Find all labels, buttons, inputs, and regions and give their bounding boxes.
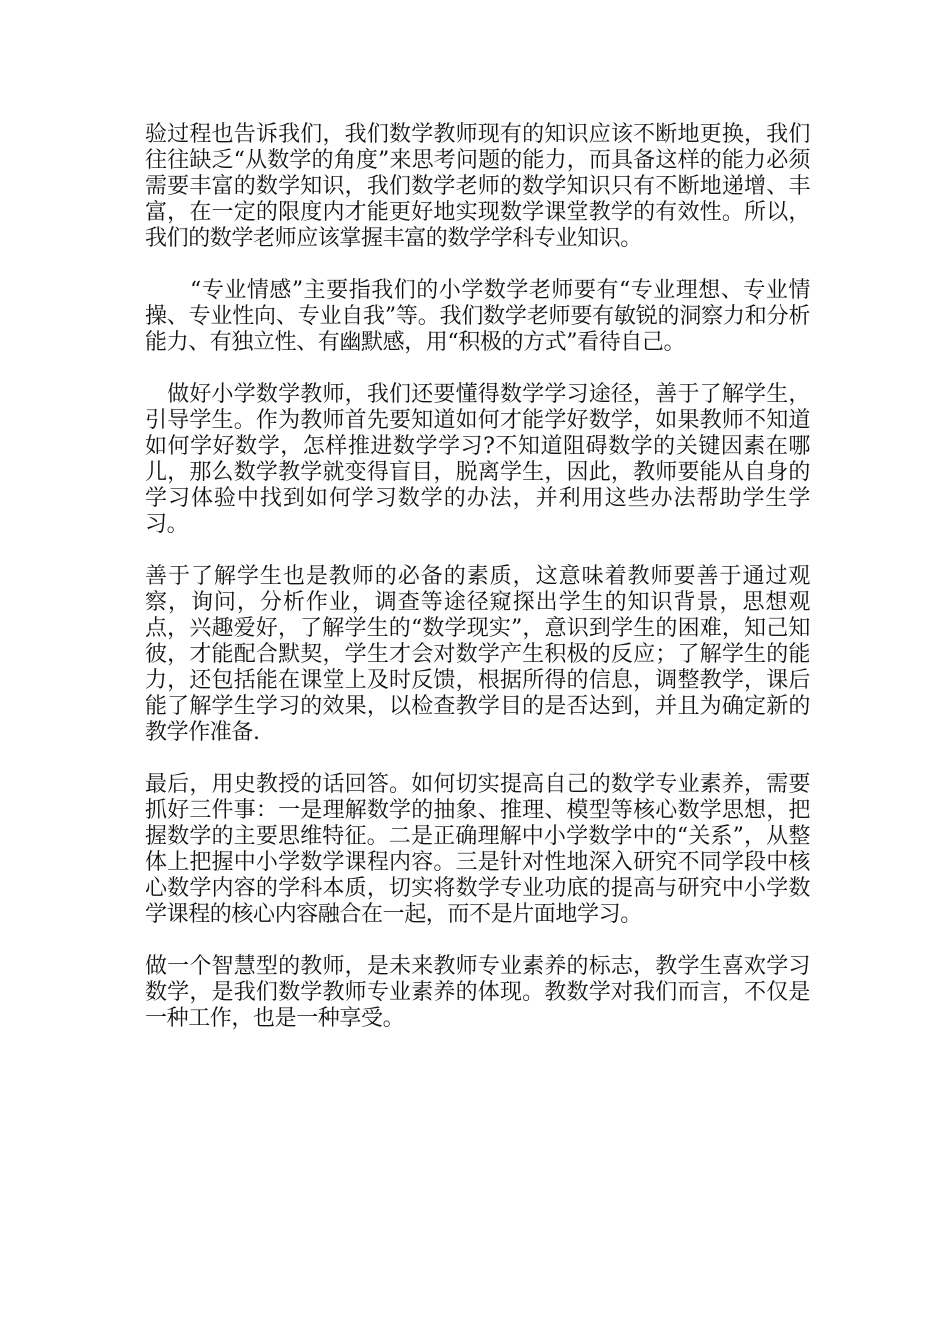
paragraph-2: “专业情感”主要指我们的小学数学老师要有“专业理想、专业情操、专业性向、专业自我”等。我们数学老师要有敏锐的洞察力和分析能力、有独立性、有幽默感，用“积极的方式”看待自己。 (145, 278, 810, 355)
paragraph-6: 做一个智慧型的教师，是未来教师专业素养的标志，教学生喜欢学习数学，是我们数学教师专业素养的体现。教数学对我们而言，不仅是一种工作，也是一种享受。 (145, 954, 810, 1031)
paragraph-3: 做好小学数学教师，我们还要懂得数学学习途径，善于了解学生，引导学生。作为教师首先要知道如何才能学好数学，如果教师不知道如何学好数学，怎样推进数学学习?不知道阻碍数学的关键因素在哪儿，那么数学教学就变得盲目，脱离学生，因此，教师要能从自身的学习体验中找到如何学习数学的办法，并利用这些办法帮助学生学习。 (145, 382, 810, 537)
document-body (145, 122, 810, 1032)
paragraph-4: 善于了解学生也是教师的必备的素质，这意味着教师要善于通过观察，询问，分析作业，调查等途径窥探出学生的知识背景，思想观点，兴趣爱好，了解学生的“数学现实”，意识到学生的困难，知己知彼，才能配合默契，学生才会对数学产生积极的反应；了解学生的能力，还包括能在课堂上及时反馈，根据所得的信息，调整教学，课后能了解学生学习的效果，以检查教学目的是否达到，并且为确定新的教学作准备. (145, 564, 810, 745)
paragraph-5: 最后，用史教授的话回答。如何切实提高自己的数学专业素养，需要抓好三件事：一是理解数学的抽象、推理、模型等核心数学思想，把握数学的主要思维特征。二是正确理解中小学数学中的“关系”，从整体上把握中小学数学课程内容。三是针对性地深入研究不同学段中核心数学内容的学科本质，切实将数学专业功底的提高与研究中小学数学课程的核心内容融合在一起，而不是片面地学习。 (145, 772, 810, 927)
paragraph-1: 验过程也告诉我们，我们数学教师现有的知识应该不断地更换，我们往往缺乏“从数学的角度”来思考问题的能力，而具备这样的能力必须需要丰富的数学知识，我们数学老师的数学知识只有不断地递增、丰富，在一定的限度内才能更好地实现数学课堂教学的有效性。所以，我们的数学老师应该掌握丰富的数学学科专业知识。 (145, 122, 810, 251)
